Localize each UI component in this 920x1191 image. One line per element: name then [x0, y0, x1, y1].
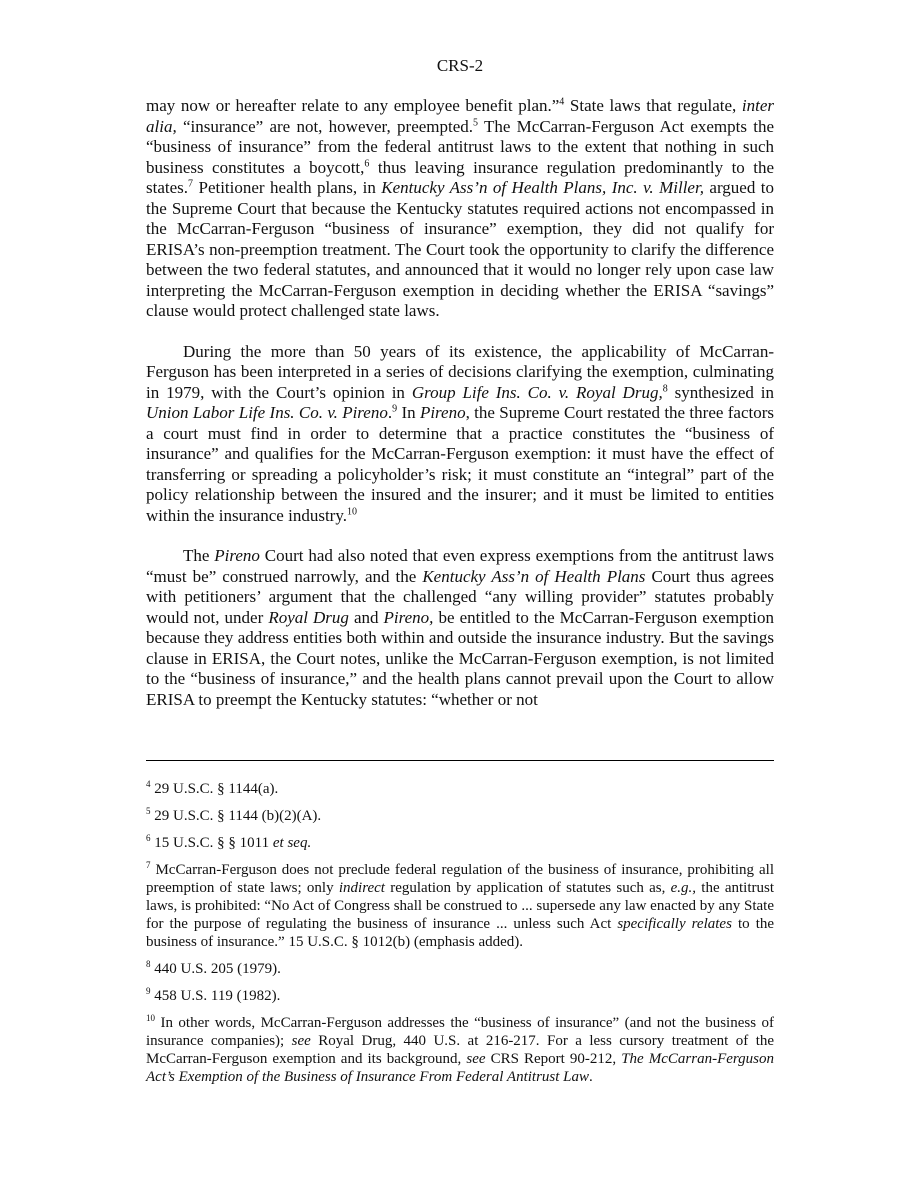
- paragraph-text: .: [387, 403, 393, 422]
- footnote-text: Royal Drug, 440 U.S. at 216-217. For a less cursory treatment of the McCarran-Ferguson exemption and its background,: [146, 1033, 775, 1067]
- paragraph-3: [146, 546, 774, 710]
- footnote-number: 8: [146, 959, 151, 969]
- footnote-text: In other words, McCarran-Ferguson addresses the “business of insurance” (and not the business of insurance companies);: [146, 1015, 775, 1049]
- paragraph-text: The McCarran-Ferguson Act exempts the “business of insurance” from the federal antitrust laws to the extent that nothing in such business constitutes a boycott,: [146, 116, 774, 177]
- footnote-text: McCarran-Ferguson does not preclude federal regulation of the business of insurance, prohibiting all preemption of state laws; only: [146, 862, 774, 896]
- footnote-text: CRS Report 90-212,: [490, 1051, 617, 1067]
- case-name: Royal Drug: [268, 607, 349, 627]
- body-text: [146, 96, 774, 710]
- footnote-number: 10: [146, 1013, 155, 1023]
- footnote-text: 29 U.S.C. § 1144 (b)(2)(A).: [154, 808, 322, 824]
- footnote-ref-4[interactable]: 4: [559, 96, 565, 108]
- footnote-8: [146, 960, 774, 978]
- footnote-text: .: [589, 1069, 593, 1085]
- case-name: Pireno: [214, 546, 260, 565]
- footnote-4: [146, 780, 774, 798]
- footnote-ref-9[interactable]: 9: [392, 403, 398, 415]
- footnote-text: 15 U.S.C. § § 1011: [154, 835, 270, 851]
- footnote-ref-10[interactable]: 10: [346, 505, 357, 517]
- footnote-text: 440 U.S. 205 (1979).: [154, 961, 281, 977]
- italic-text: inter alia,: [146, 96, 775, 136]
- italic-text: see: [291, 1033, 311, 1049]
- footnote-text: 29 U.S.C. § 1144(a).: [154, 781, 279, 797]
- italic-text: indirect: [338, 880, 385, 896]
- paragraph-text: “insurance” are not, however, preempted.: [182, 116, 474, 136]
- footnote-number: 4: [146, 779, 151, 789]
- footnote-text: to the business of insurance.” 15 U.S.C. § 1012(b) (emphasis added).: [146, 916, 775, 950]
- case-name: Kentucky Ass’n of Health Plans, Inc. v. Miller,: [381, 178, 704, 197]
- paragraph-text: synthesized in: [674, 382, 774, 402]
- page-header: CRS-2: [436, 56, 484, 75]
- paragraph-text: Court had also noted that even express exemptions from the antitrust laws “must be” construed narrowly, and the: [146, 546, 775, 586]
- footnote-7: [146, 861, 774, 951]
- footnote-number: 6: [146, 833, 151, 843]
- footnote-10: [146, 1014, 774, 1086]
- paragraph-text: and: [353, 607, 379, 627]
- italic-text: e.g.,: [670, 880, 697, 896]
- paragraph-text: argued to the Supreme Court that because the Kentucky statutes required actions not encompassed in the McCarran-Ferguson “business of insurance” exemption, they did not qualify for ERISA’s non-preemption treatment. The Court took the opportunity to clarify the difference between the two federal statutes, and announced that it would no longer rely upon case law interpreting the McCarran-Ferguson exemption in deciding whether the ERISA “savings” clause would protect challenged state laws.: [146, 178, 775, 320]
- paragraph-text: may now or hereafter relate to any employee benefit plan.”: [146, 96, 560, 115]
- case-name: Union Labor Life Ins. Co. v. Pireno: [146, 403, 388, 422]
- paragraph-text: Court thus agrees with petitioners’ argument that the challenged “any willing provider” statutes probably would not, under: [146, 566, 775, 627]
- paragraph-text: The: [183, 546, 210, 565]
- paragraph-1: [146, 96, 774, 322]
- paragraph-text: Petitioner health plans, in: [198, 178, 376, 197]
- case-name: Group Life Ins. Co. v. Royal Drug,: [411, 382, 663, 402]
- paragraph-text: In: [401, 403, 416, 422]
- document-page: [146, 0, 775, 1085]
- case-name: Kentucky Ass’n of Health Plans: [422, 566, 646, 586]
- footnote-text: the antitrust laws, is prohibited: “No Act of Congress shall be construed to ... supersede any law enacted by any State for the purpose of regulating the business of insurance ... unless such Act: [146, 880, 775, 932]
- footnote-ref-7[interactable]: 7: [188, 178, 194, 190]
- footnote-ref-5[interactable]: 5: [473, 116, 479, 128]
- paragraph-text: thus leaving insurance regulation predominantly to the states.: [146, 157, 775, 197]
- footnote-text: regulation by application of statutes such as,: [390, 880, 666, 896]
- footnote-number: 7: [146, 860, 151, 870]
- footnote-5: [146, 807, 774, 825]
- italic-text: see: [466, 1051, 486, 1067]
- paragraph-text: During the more than 50 years of its existence, the applicability of McCarran-Ferguson has been interpreted in a series of decisions clarifying the exemption, culminating in 1979, with the Court’s opinion in: [146, 341, 774, 402]
- footnote-number: 5: [146, 806, 151, 816]
- footnote-9: [146, 987, 774, 1005]
- footnote-ref-8[interactable]: 8: [662, 382, 668, 394]
- case-name: Pireno: [419, 403, 466, 422]
- paragraph-2: [146, 342, 774, 527]
- paragraph-text: State laws that regulate,: [569, 96, 737, 115]
- italic-text: specifically relates: [617, 916, 732, 932]
- case-name: Pireno,: [383, 607, 434, 627]
- footnote-number: 9: [146, 986, 151, 996]
- footnote-6: [146, 834, 774, 852]
- footnote-separator: [146, 760, 774, 761]
- report-title: The McCarran-Ferguson Act’s Exemption of the Business of Insurance From Federal Antitrust Law: [146, 1051, 775, 1085]
- paragraph-text: be entitled to the McCarran-Ferguson exemption because they address entities both within and outside the insurance industry. But the savings clause in ERISA, the Court notes, unlike the McCarran-Ferguson exemption, is not limited to the “business of insurance,” and the health plans cannot prevail upon the Court to allow ERISA to preempt the Kentucky statutes: “whether or not: [146, 607, 775, 709]
- footnote-ref-6[interactable]: 6: [364, 157, 370, 169]
- italic-text: et seq.: [272, 835, 312, 851]
- paragraph-text: , the Supreme Court restated the three factors a court must find in order to determine that a practice constitutes the “business of insurance” and qualifies for the McCarran-Ferguson exemption: it must have the effect of transferring or spreading a policyholder’s risk; it must constitute an “integral” part of the policy relationship between the insured and the insurer; and it must be limited to entities within the insurance industry.: [146, 403, 774, 525]
- footnotes: [146, 780, 774, 1095]
- footnote-text: 458 U.S. 119 (1982).: [154, 988, 281, 1004]
